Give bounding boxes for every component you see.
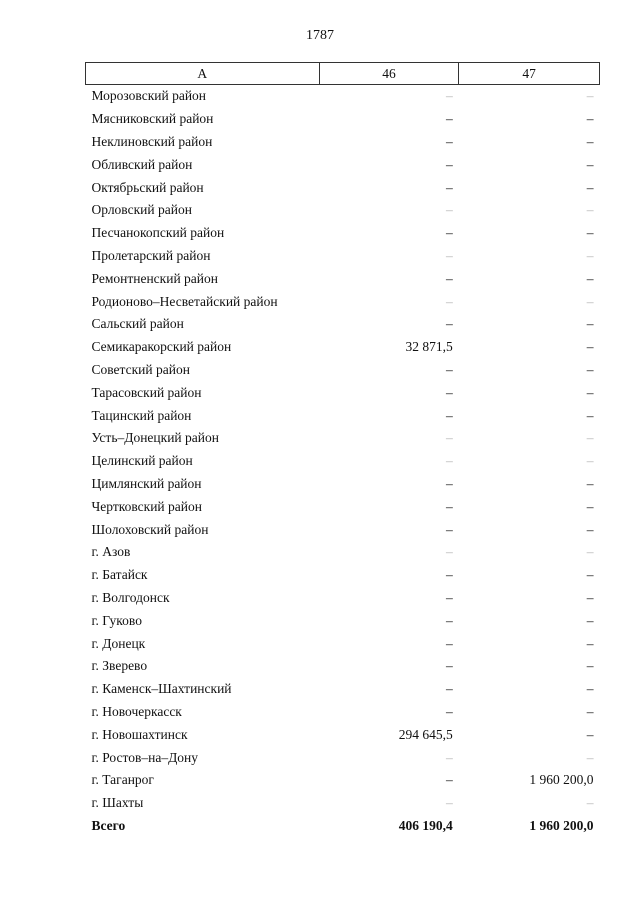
table-body xyxy=(86,85,600,838)
row-name: г. Новошахтинск xyxy=(91,726,188,742)
table-row xyxy=(86,769,600,792)
row-name: Усть–Донецкий район xyxy=(91,430,219,446)
row-value-46: – xyxy=(446,772,453,788)
row-value-47: – xyxy=(586,202,594,218)
row-value-47: – xyxy=(586,179,594,195)
row-name: г. Таганрог xyxy=(91,772,154,788)
row-name: г. Новочеркасск xyxy=(91,703,182,719)
table-row xyxy=(86,564,600,587)
row-name: г. Каменск–Шахтинский xyxy=(91,681,232,697)
table-row xyxy=(86,267,600,290)
row-name: Цимлянский район xyxy=(91,475,202,491)
row-value-46: – xyxy=(446,430,453,446)
row-value-47: – xyxy=(586,293,594,309)
total-value-47: 1 960 200,0 xyxy=(529,817,594,833)
total-row xyxy=(86,815,600,838)
row-value-46: – xyxy=(446,749,453,765)
row-value-46: – xyxy=(446,133,453,149)
column-header-a: А xyxy=(86,63,320,85)
row-name: г. Батайск xyxy=(91,567,148,583)
row-value-47: – xyxy=(586,361,594,377)
row-value-46: – xyxy=(446,475,453,491)
table-row xyxy=(86,541,600,564)
table-row xyxy=(86,587,600,610)
row-name: Пролетарский район xyxy=(91,247,211,263)
row-value-46: – xyxy=(446,156,453,172)
row-name: г. Гуково xyxy=(91,612,142,628)
row-value-46: – xyxy=(446,635,453,651)
row-value-47: – xyxy=(586,339,594,355)
row-value-47: – xyxy=(586,635,594,651)
row-name: Шолоховский район xyxy=(91,521,209,537)
row-name: Целинский район xyxy=(91,453,193,469)
table-row xyxy=(86,427,600,450)
column-header-47: 47 xyxy=(459,63,600,85)
row-value-46: – xyxy=(446,247,453,263)
row-value-46: – xyxy=(446,111,453,127)
row-value-46: – xyxy=(446,521,453,537)
row-value-46: 294 645,5 xyxy=(398,726,453,742)
row-name: г. Шахты xyxy=(91,795,144,811)
row-value-47: – xyxy=(586,156,594,172)
row-value-47: – xyxy=(586,612,594,628)
row-name: г. Зверево xyxy=(91,658,148,674)
row-name: г. Ростов–на–Дону xyxy=(91,749,199,765)
row-name: Советский район xyxy=(91,361,190,377)
table-row xyxy=(86,678,600,701)
table-row xyxy=(86,290,600,313)
row-name: г. Волгодонск xyxy=(91,589,170,605)
row-value-47: – xyxy=(586,795,594,811)
row-value-46: – xyxy=(446,293,453,309)
row-value-46: – xyxy=(446,407,453,423)
row-value-47: – xyxy=(586,88,594,104)
table-row xyxy=(86,701,600,724)
row-value-47: – xyxy=(586,225,594,241)
row-name: Ремонтненский район xyxy=(91,270,218,286)
row-value-46: – xyxy=(446,453,453,469)
table-row xyxy=(86,336,600,359)
row-value-46: – xyxy=(446,703,453,719)
row-value-47: – xyxy=(586,384,594,400)
table-row xyxy=(86,108,600,131)
row-value-47: – xyxy=(586,658,594,674)
table-row xyxy=(86,85,600,108)
row-value-47: – xyxy=(586,133,594,149)
page-number: 1787 xyxy=(306,28,334,43)
row-value-47: – xyxy=(586,567,594,583)
column-header-46: 46 xyxy=(319,63,459,85)
row-value-47: – xyxy=(586,749,594,765)
table-row xyxy=(86,495,600,518)
row-value-46: 32 871,5 xyxy=(405,339,453,355)
table-row xyxy=(86,518,600,541)
row-value-46: – xyxy=(446,179,453,195)
row-value-47: – xyxy=(586,681,594,697)
table-row xyxy=(86,153,600,176)
row-value-46: – xyxy=(446,612,453,628)
table-row xyxy=(86,792,600,815)
row-name: Обливский район xyxy=(91,156,193,172)
row-value-47: – xyxy=(586,544,594,560)
row-name: г. Азов xyxy=(91,544,131,560)
row-value-47: – xyxy=(586,498,594,514)
table-row xyxy=(86,245,600,268)
row-name: г. Донецк xyxy=(91,635,146,651)
row-value-46: – xyxy=(446,384,453,400)
row-value-47: – xyxy=(586,475,594,491)
row-value-46: – xyxy=(446,361,453,377)
table-row xyxy=(86,609,600,632)
row-name: Неклиновский район xyxy=(91,133,213,149)
total-label: Всего xyxy=(91,817,126,833)
table-row xyxy=(86,404,600,427)
table-row xyxy=(86,131,600,154)
row-value-47: – xyxy=(586,316,594,332)
total-value-46: 406 190,4 xyxy=(398,817,453,833)
row-name: Морозовский район xyxy=(91,88,207,104)
table-row xyxy=(86,381,600,404)
row-value-47: – xyxy=(586,453,594,469)
row-value-46: – xyxy=(446,270,453,286)
row-value-46: – xyxy=(446,225,453,241)
row-name: Тарасовский район xyxy=(91,384,202,400)
row-value-47: – xyxy=(586,270,594,286)
table-row xyxy=(86,473,600,496)
row-value-46: – xyxy=(446,88,453,104)
row-name: Сальский район xyxy=(91,316,184,332)
table-row xyxy=(86,450,600,473)
row-name: Песчанокопский район xyxy=(91,225,225,241)
row-name: Октябрьский район xyxy=(91,179,204,195)
row-name: Семикаракорский район xyxy=(91,339,232,355)
row-value-46: – xyxy=(446,795,453,811)
table-row xyxy=(86,359,600,382)
table-row xyxy=(86,746,600,769)
row-name: Мясниковский район xyxy=(91,111,214,127)
row-value-47: – xyxy=(586,521,594,537)
table-row xyxy=(86,176,600,199)
row-value-46: – xyxy=(446,316,453,332)
row-value-47: – xyxy=(586,589,594,605)
table-row xyxy=(86,655,600,678)
table-header-row xyxy=(86,63,600,85)
table-row xyxy=(86,222,600,245)
table-row xyxy=(86,723,600,746)
row-value-46: – xyxy=(446,589,453,605)
row-value-46: – xyxy=(446,681,453,697)
row-value-46: – xyxy=(446,544,453,560)
table-row xyxy=(86,313,600,336)
row-value-46: – xyxy=(446,498,453,514)
row-value-47: – xyxy=(586,111,594,127)
table-row xyxy=(86,632,600,655)
row-value-47: – xyxy=(586,247,594,263)
row-name: Чертковский район xyxy=(91,498,202,514)
row-value-47: – xyxy=(586,726,594,742)
row-name: Орловский район xyxy=(91,202,192,218)
row-name: Родионово–Несветайский район xyxy=(91,293,278,309)
row-value-47: 1 960 200,0 xyxy=(529,772,594,788)
row-value-46: – xyxy=(446,202,453,218)
table-row xyxy=(86,199,600,222)
row-value-46: – xyxy=(446,567,453,583)
row-value-47: – xyxy=(586,407,594,423)
row-value-46: – xyxy=(446,658,453,674)
row-name: Тацинский район xyxy=(91,407,192,423)
row-value-47: – xyxy=(586,430,594,446)
row-value-47: – xyxy=(586,703,594,719)
budget-table xyxy=(85,62,600,837)
